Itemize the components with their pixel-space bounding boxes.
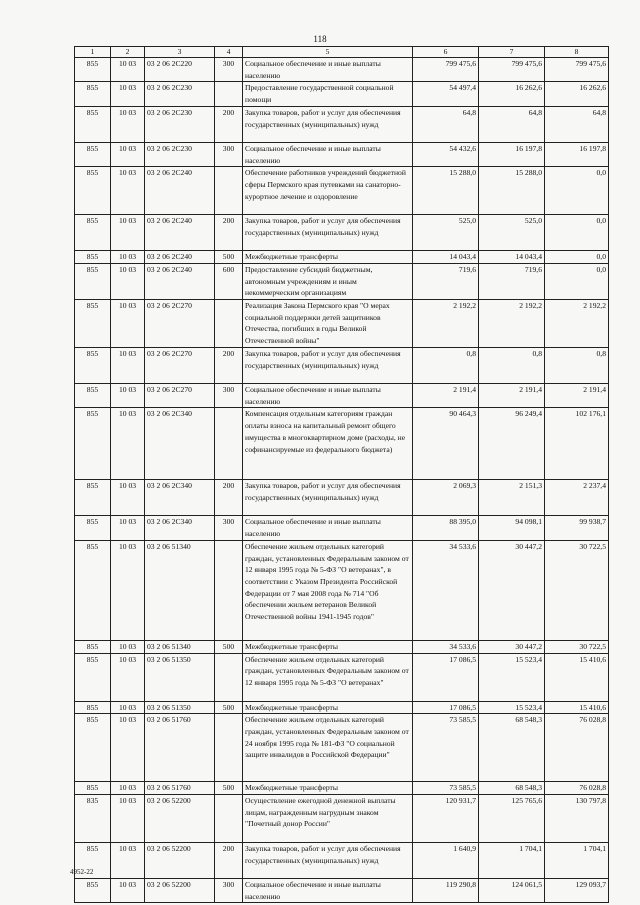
amount-year3-cell: 15 410,6 <box>545 701 609 714</box>
target-article-cell: 03 2 06 2С270 <box>145 300 215 348</box>
amount-year2-cell: 125 765,6 <box>479 794 545 842</box>
expense-type-cell: 200 <box>215 106 243 142</box>
expense-type-cell <box>215 653 243 701</box>
section-code-cell: 10 03 <box>111 842 145 878</box>
section-code-cell: 10 03 <box>111 167 145 215</box>
table-row <box>75 348 609 384</box>
table-row <box>75 878 609 902</box>
amount-year1-cell: 2 192,2 <box>413 300 479 348</box>
section-code-cell: 10 03 <box>111 782 145 795</box>
expense-type-cell: 200 <box>215 480 243 516</box>
admin-code-cell: 855 <box>75 384 111 408</box>
section-code-cell: 10 03 <box>111 215 145 251</box>
description-cell: Межбюджетные трансферты <box>243 782 413 795</box>
amount-year1-cell: 719,6 <box>413 263 479 299</box>
target-article-cell: 03 2 06 2С240 <box>145 167 215 215</box>
description-cell: Обеспечение работников учреждений бюджетной сферы Пермского края путевками на санаторно-курортное лечение и оздоровление <box>243 167 413 215</box>
table-row <box>75 640 609 653</box>
expense-type-cell: 500 <box>215 782 243 795</box>
table-row <box>75 408 609 480</box>
section-code-cell: 10 03 <box>111 714 145 782</box>
section-code-cell: 10 03 <box>111 384 145 408</box>
amount-year1-cell: 14 043,4 <box>413 251 479 264</box>
header-cell: 6 <box>413 47 479 58</box>
section-code-cell: 10 03 <box>111 878 145 902</box>
section-code-cell: 10 03 <box>111 701 145 714</box>
expense-type-cell <box>215 540 243 640</box>
expense-type-cell: 300 <box>215 384 243 408</box>
page-number: 118 <box>313 34 327 44</box>
section-code-cell: 10 03 <box>111 640 145 653</box>
amount-year3-cell: 0,0 <box>545 263 609 299</box>
table-row <box>75 384 609 408</box>
description-cell: Социальное обеспечение и иные выплаты населению <box>243 516 413 540</box>
description-cell: Межбюджетные трансферты <box>243 251 413 264</box>
admin-code-cell: 855 <box>75 82 111 106</box>
budget-table <box>74 46 609 903</box>
section-code-cell: 10 03 <box>111 408 145 480</box>
table-row <box>75 516 609 540</box>
amount-year2-cell: 719,6 <box>479 263 545 299</box>
target-article-cell: 03 2 06 2С230 <box>145 82 215 106</box>
amount-year1-cell: 0,8 <box>413 348 479 384</box>
amount-year3-cell: 2 192,2 <box>545 300 609 348</box>
amount-year2-cell: 30 447,2 <box>479 640 545 653</box>
table-row <box>75 782 609 795</box>
amount-year3-cell: 2 191,4 <box>545 384 609 408</box>
admin-code-cell: 855 <box>75 58 111 82</box>
expense-type-cell: 500 <box>215 701 243 714</box>
description-cell: Закупка товаров, работ и услуг для обеспечения государственных (муниципальных) нужд <box>243 215 413 251</box>
section-code-cell: 10 03 <box>111 142 145 166</box>
expense-type-cell: 600 <box>215 263 243 299</box>
amount-year1-cell: 2 191,4 <box>413 384 479 408</box>
admin-code-cell: 855 <box>75 215 111 251</box>
amount-year1-cell: 73 585,5 <box>413 714 479 782</box>
table-row <box>75 58 609 82</box>
target-article-cell: 03 2 06 2С220 <box>145 58 215 82</box>
amount-year2-cell: 2 191,4 <box>479 384 545 408</box>
admin-code-cell: 855 <box>75 106 111 142</box>
description-cell: Социальное обеспечение и иные выплаты населению <box>243 142 413 166</box>
amount-year3-cell: 76 028,8 <box>545 714 609 782</box>
amount-year2-cell: 525,0 <box>479 215 545 251</box>
target-article-cell: 03 2 06 52200 <box>145 794 215 842</box>
description-cell: Закупка товаров, работ и услуг для обеспечения государственных (муниципальных) нужд <box>243 842 413 878</box>
description-cell: Межбюджетные трансферты <box>243 640 413 653</box>
amount-year1-cell: 119 290,8 <box>413 878 479 902</box>
amount-year3-cell: 130 797,8 <box>545 794 609 842</box>
description-cell: Предоставление государственной социальной помощи <box>243 82 413 106</box>
expense-type-cell <box>215 794 243 842</box>
admin-code-cell: 855 <box>75 782 111 795</box>
table-row <box>75 142 609 166</box>
amount-year3-cell: 64,8 <box>545 106 609 142</box>
section-code-cell: 10 03 <box>111 251 145 264</box>
amount-year3-cell: 0,0 <box>545 215 609 251</box>
section-code-cell: 10 03 <box>111 263 145 299</box>
amount-year3-cell: 0,0 <box>545 167 609 215</box>
description-cell: Обеспечение жильем отдельных категорий граждан, установленных Федеральным законом от 12 января 1995 года № 5-ФЗ "О ветеранах" <box>243 653 413 701</box>
amount-year3-cell: 16 197,8 <box>545 142 609 166</box>
amount-year2-cell: 30 447,2 <box>479 540 545 640</box>
amount-year1-cell: 17 086,5 <box>413 653 479 701</box>
expense-type-cell: 500 <box>215 251 243 264</box>
amount-year1-cell: 54 497,4 <box>413 82 479 106</box>
expense-type-cell <box>215 714 243 782</box>
amount-year3-cell: 0,0 <box>545 251 609 264</box>
expense-type-cell: 200 <box>215 215 243 251</box>
amount-year2-cell: 94 098,1 <box>479 516 545 540</box>
admin-code-cell: 855 <box>75 167 111 215</box>
amount-year3-cell: 1 704,1 <box>545 842 609 878</box>
section-code-cell: 10 03 <box>111 348 145 384</box>
target-article-cell: 03 2 06 52200 <box>145 878 215 902</box>
amount-year3-cell: 99 938,7 <box>545 516 609 540</box>
description-cell: Социальное обеспечение и иные выплаты населению <box>243 58 413 82</box>
description-cell: Обеспечение жильем отдельных категорий граждан, установленных Федеральным законом от 24 ноября 1995 года № 181-ФЗ "О социальной защите инвалидов в Российской Федерации" <box>243 714 413 782</box>
admin-code-cell: 855 <box>75 701 111 714</box>
section-code-cell: 10 03 <box>111 540 145 640</box>
amount-year2-cell: 96 249,4 <box>479 408 545 480</box>
target-article-cell: 03 2 06 2С240 <box>145 215 215 251</box>
amount-year1-cell: 88 395,0 <box>413 516 479 540</box>
amount-year2-cell: 0,8 <box>479 348 545 384</box>
amount-year1-cell: 54 432,6 <box>413 142 479 166</box>
target-article-cell: 03 2 06 2С340 <box>145 408 215 480</box>
target-article-cell: 03 2 06 2С270 <box>145 348 215 384</box>
target-article-cell: 03 2 06 2С240 <box>145 251 215 264</box>
target-article-cell: 03 2 06 2С340 <box>145 480 215 516</box>
amount-year1-cell: 2 069,3 <box>413 480 479 516</box>
amount-year2-cell: 64,8 <box>479 106 545 142</box>
section-code-cell: 10 03 <box>111 58 145 82</box>
admin-code-cell: 855 <box>75 263 111 299</box>
admin-code-cell: 855 <box>75 640 111 653</box>
admin-code-cell: 855 <box>75 842 111 878</box>
amount-year1-cell: 1 640,9 <box>413 842 479 878</box>
amount-year2-cell: 1 704,1 <box>479 842 545 878</box>
table-row <box>75 215 609 251</box>
amount-year2-cell: 15 523,4 <box>479 653 545 701</box>
admin-code-cell: 855 <box>75 142 111 166</box>
table-row <box>75 106 609 142</box>
amount-year1-cell: 34 533,6 <box>413 640 479 653</box>
table-row <box>75 251 609 264</box>
section-code-cell: 10 03 <box>111 106 145 142</box>
target-article-cell: 03 2 06 51350 <box>145 701 215 714</box>
admin-code-cell: 855 <box>75 408 111 480</box>
description-cell: Закупка товаров, работ и услуг для обеспечения государственных (муниципальных) нужд <box>243 348 413 384</box>
admin-code-cell: 855 <box>75 251 111 264</box>
table-row <box>75 480 609 516</box>
target-article-cell: 03 2 06 52200 <box>145 842 215 878</box>
table-row <box>75 794 609 842</box>
table-row <box>75 701 609 714</box>
expense-type-cell: 300 <box>215 878 243 902</box>
table-row <box>75 540 609 640</box>
amount-year1-cell: 525,0 <box>413 215 479 251</box>
amount-year1-cell: 90 464,3 <box>413 408 479 480</box>
description-cell: Обеспечение жильем отдельных категорий граждан, установленных Федеральным законом от 12 января 1995 года № 5-ФЗ "О ветеранах", в соответствии с Указом Президента Российской Федерации от 7 мая 2008 года № 714 "Об обеспечении жильем ветеранов Великой Отечественной войны 1941-1945 годов" <box>243 540 413 640</box>
admin-code-cell: 855 <box>75 653 111 701</box>
amount-year3-cell: 15 410,6 <box>545 653 609 701</box>
target-article-cell: 03 2 06 51760 <box>145 714 215 782</box>
amount-year2-cell: 16 197,8 <box>479 142 545 166</box>
header-cell: 2 <box>111 47 145 58</box>
header-row <box>75 47 609 58</box>
amount-year3-cell: 799 475,6 <box>545 58 609 82</box>
amount-year2-cell: 2 151,3 <box>479 480 545 516</box>
admin-code-cell: 855 <box>75 480 111 516</box>
section-code-cell: 10 03 <box>111 794 145 842</box>
header-cell: 8 <box>545 47 609 58</box>
expense-type-cell: 200 <box>215 348 243 384</box>
expense-type-cell <box>215 167 243 215</box>
amount-year2-cell: 14 043,4 <box>479 251 545 264</box>
admin-code-cell: 855 <box>75 348 111 384</box>
table-row <box>75 263 609 299</box>
amount-year2-cell: 68 548,3 <box>479 714 545 782</box>
header-cell: 3 <box>145 47 215 58</box>
amount-year2-cell: 799 475,6 <box>479 58 545 82</box>
amount-year2-cell: 15 523,4 <box>479 701 545 714</box>
amount-year3-cell: 16 262,6 <box>545 82 609 106</box>
description-cell: Предоставление субсидий бюджетным, автономным учреждениям и иным некоммерческим организациям <box>243 263 413 299</box>
section-code-cell: 10 03 <box>111 480 145 516</box>
description-cell: Закупка товаров, работ и услуг для обеспечения государственных (муниципальных) нужд <box>243 106 413 142</box>
target-article-cell: 03 2 06 2С240 <box>145 263 215 299</box>
document-code: 4952-22 <box>70 868 94 876</box>
section-code-cell: 10 03 <box>111 82 145 106</box>
amount-year1-cell: 34 533,6 <box>413 540 479 640</box>
expense-type-cell: 200 <box>215 842 243 878</box>
amount-year1-cell: 120 931,7 <box>413 794 479 842</box>
amount-year2-cell: 68 548,3 <box>479 782 545 795</box>
admin-code-cell: 835 <box>75 794 111 842</box>
amount-year2-cell: 15 288,0 <box>479 167 545 215</box>
description-cell: Межбюджетные трансферты <box>243 701 413 714</box>
expense-type-cell <box>215 300 243 348</box>
table-row <box>75 653 609 701</box>
admin-code-cell: 855 <box>75 300 111 348</box>
expense-type-cell <box>215 408 243 480</box>
header-cell: 1 <box>75 47 111 58</box>
target-article-cell: 03 2 06 51760 <box>145 782 215 795</box>
table-row <box>75 300 609 348</box>
expense-type-cell: 300 <box>215 142 243 166</box>
amount-year3-cell: 129 093,7 <box>545 878 609 902</box>
amount-year1-cell: 64,8 <box>413 106 479 142</box>
amount-year1-cell: 17 086,5 <box>413 701 479 714</box>
admin-code-cell: 855 <box>75 516 111 540</box>
amount-year3-cell: 30 722,5 <box>545 540 609 640</box>
description-cell: Закупка товаров, работ и услуг для обеспечения государственных (муниципальных) нужд <box>243 480 413 516</box>
description-cell: Социальное обеспечение и иные выплаты населению <box>243 384 413 408</box>
amount-year3-cell: 76 028,8 <box>545 782 609 795</box>
header-cell: 5 <box>243 47 413 58</box>
amount-year2-cell: 124 061,5 <box>479 878 545 902</box>
target-article-cell: 03 2 06 51340 <box>145 640 215 653</box>
description-cell: Реализация Закона Пермского края "О мерах социальной поддержки детей защитников Отечества, погибших в годы Великой Отечественной войны" <box>243 300 413 348</box>
amount-year2-cell: 16 262,6 <box>479 82 545 106</box>
expense-type-cell: 300 <box>215 516 243 540</box>
section-code-cell: 10 03 <box>111 653 145 701</box>
amount-year2-cell: 2 192,2 <box>479 300 545 348</box>
amount-year3-cell: 102 176,1 <box>545 408 609 480</box>
target-article-cell: 03 2 06 2С270 <box>145 384 215 408</box>
description-cell: Осуществление ежегодной денежной выплаты лицам, награжденным нагрудным знаком "Почетный донор России" <box>243 794 413 842</box>
amount-year3-cell: 0,8 <box>545 348 609 384</box>
target-article-cell: 03 2 06 51350 <box>145 653 215 701</box>
table-row <box>75 167 609 215</box>
header-cell: 4 <box>215 47 243 58</box>
target-article-cell: 03 2 06 51340 <box>145 540 215 640</box>
amount-year1-cell: 15 288,0 <box>413 167 479 215</box>
admin-code-cell: 855 <box>75 540 111 640</box>
amount-year1-cell: 73 585,5 <box>413 782 479 795</box>
target-article-cell: 03 2 06 2С340 <box>145 516 215 540</box>
description-cell: Социальное обеспечение и иные выплаты населению <box>243 878 413 902</box>
amount-year3-cell: 2 237,4 <box>545 480 609 516</box>
target-article-cell: 03 2 06 2С230 <box>145 106 215 142</box>
amount-year3-cell: 30 722,5 <box>545 640 609 653</box>
header-cell: 7 <box>479 47 545 58</box>
admin-code-cell: 855 <box>75 714 111 782</box>
expense-type-cell: 500 <box>215 640 243 653</box>
table-row <box>75 842 609 878</box>
target-article-cell: 03 2 06 2С230 <box>145 142 215 166</box>
description-cell: Компенсация отдельным категориям граждан оплаты взноса на капитальный ремонт общего имущества в многоквартирном доме (расходы, не софинансируемые из федерального бюджета) <box>243 408 413 480</box>
table-row <box>75 82 609 106</box>
admin-code-cell: 855 <box>75 878 111 902</box>
table-row <box>75 714 609 782</box>
section-code-cell: 10 03 <box>111 300 145 348</box>
section-code-cell: 10 03 <box>111 516 145 540</box>
expense-type-cell <box>215 82 243 106</box>
expense-type-cell: 300 <box>215 58 243 82</box>
amount-year1-cell: 799 475,6 <box>413 58 479 82</box>
